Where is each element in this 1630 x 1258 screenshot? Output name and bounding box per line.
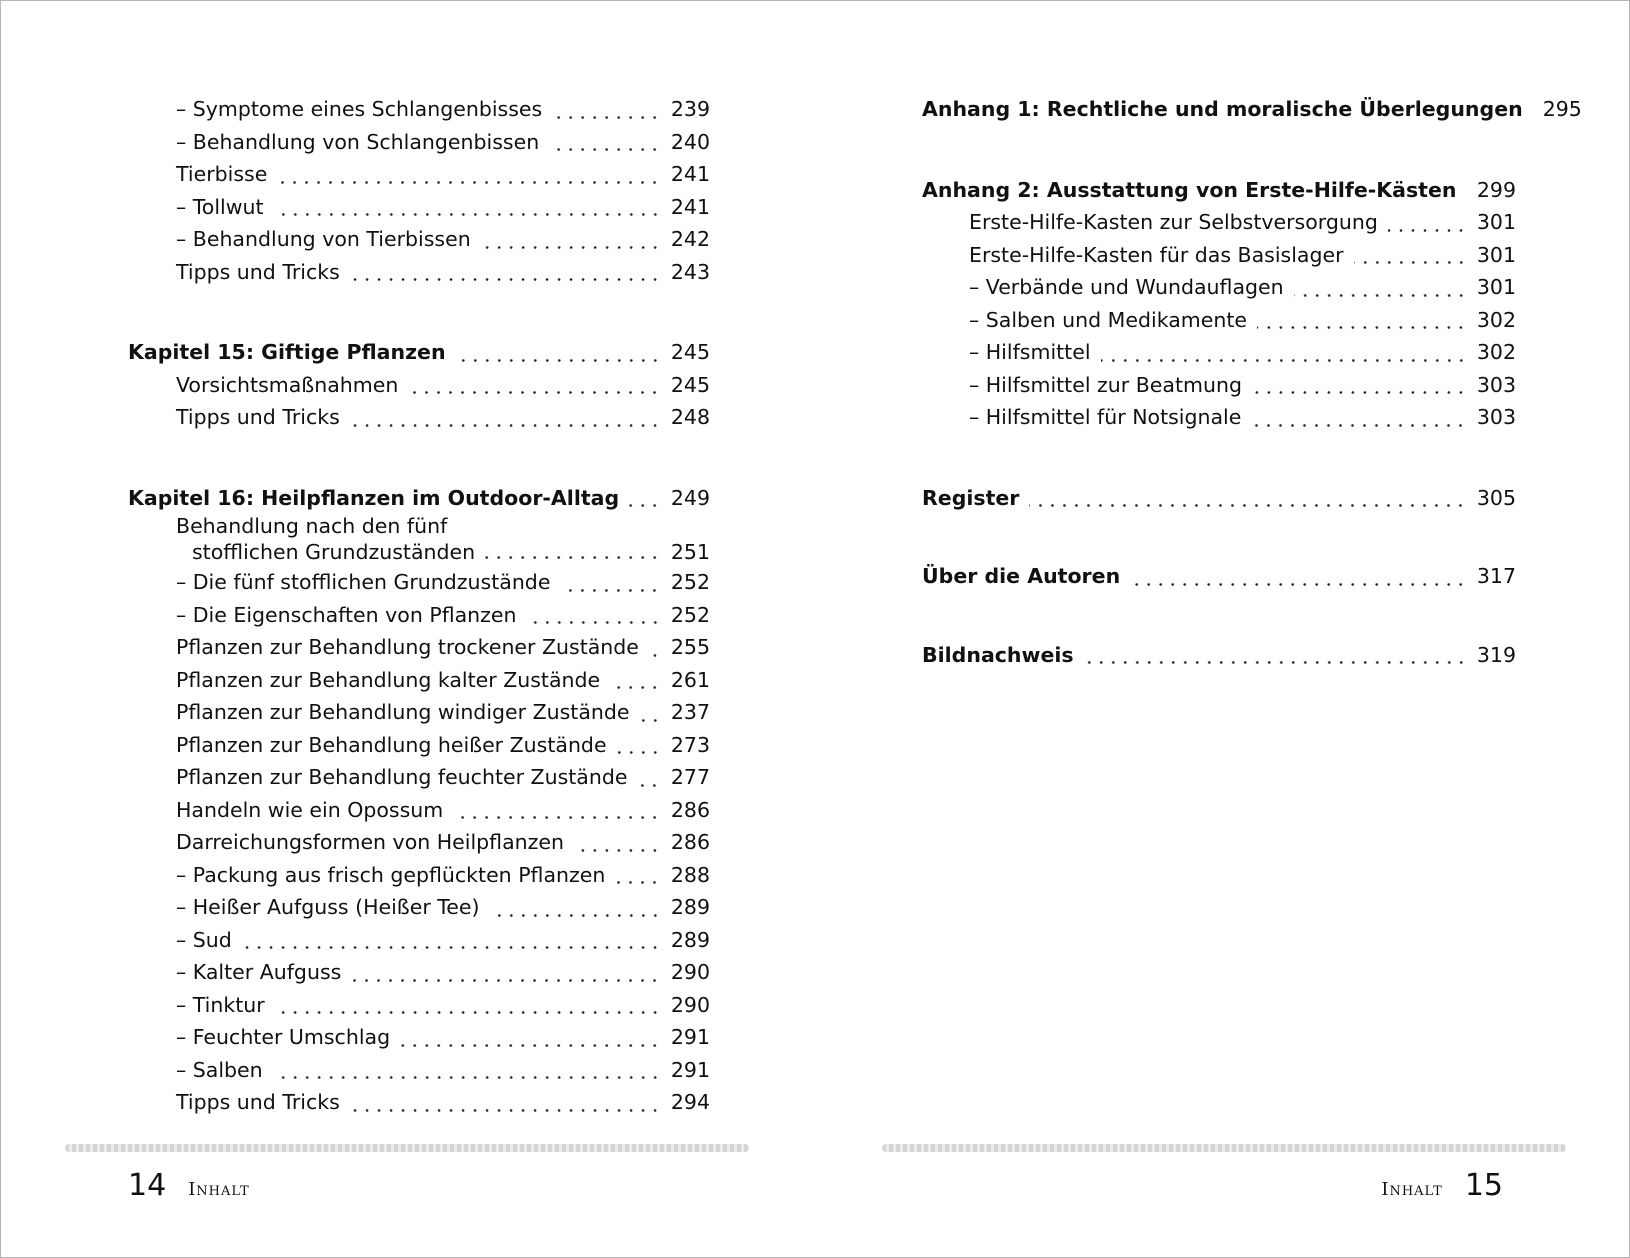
toc-entry bbox=[922, 369, 1516, 402]
toc-entry bbox=[128, 369, 710, 402]
toc-entry-page: 241 bbox=[670, 162, 710, 186]
toc-entry-page: 252 bbox=[670, 570, 710, 594]
toc-entry-page: 286 bbox=[670, 797, 710, 822]
toc-chapter-15 bbox=[128, 336, 710, 369]
toc-entry-title: Pflanzen zur Behandlung trockener Zustände bbox=[176, 635, 639, 659]
page-number: 14 bbox=[128, 1168, 167, 1203]
toc-entry-title: Vorsichtsmaßnahmen bbox=[176, 372, 399, 397]
toc-entry-page: 255 bbox=[670, 635, 710, 659]
toc-register bbox=[922, 482, 1516, 515]
toc-entry-page: 301 bbox=[1476, 242, 1516, 267]
toc-entry-page: 302 bbox=[1476, 340, 1516, 364]
toc-entry bbox=[922, 239, 1516, 272]
toc-entry bbox=[128, 891, 710, 924]
toc-entry bbox=[922, 304, 1516, 337]
right-page bbox=[816, 1, 1630, 1257]
leader-dots bbox=[1252, 391, 1467, 394]
toc-entry bbox=[128, 401, 710, 434]
leader-dots bbox=[277, 181, 661, 184]
toc-appendix-2 bbox=[922, 174, 1516, 207]
toc-entry-title: – Salben bbox=[176, 1057, 263, 1082]
leader-dots bbox=[610, 686, 661, 689]
toc-entry-title: Pflanzen zur Behandlung feuchter Zustände bbox=[176, 765, 628, 789]
section-gap bbox=[922, 126, 1516, 174]
toc-entry-page: 290 bbox=[670, 992, 710, 1017]
toc-entry bbox=[128, 631, 710, 664]
leader-dots bbox=[615, 881, 660, 884]
leader-dots bbox=[617, 751, 661, 754]
toc-entry bbox=[128, 1054, 710, 1087]
leader-dots bbox=[481, 246, 661, 249]
toc-entry-title: – Tinktur bbox=[176, 992, 265, 1017]
leader-dots bbox=[242, 946, 661, 949]
section-title: Bildnachweis bbox=[922, 642, 1074, 667]
leader-dots bbox=[640, 719, 661, 722]
toc-entry bbox=[128, 126, 710, 159]
toc-entry-title-line1: Behandlung nach den fünf bbox=[176, 514, 448, 538]
leader-dots bbox=[527, 621, 661, 624]
toc-entry-page: 243 bbox=[670, 259, 710, 284]
toc-entry bbox=[128, 924, 710, 957]
leader-dots bbox=[629, 504, 661, 507]
leader-dots bbox=[1294, 294, 1467, 297]
toc-entry-title: Pflanzen zur Behandlung kalter Zustände bbox=[176, 667, 601, 692]
leader-dots bbox=[560, 589, 660, 592]
toc-entry bbox=[128, 761, 710, 794]
appendix-page: 295 bbox=[1542, 97, 1582, 121]
toc-entry bbox=[128, 956, 710, 989]
toc-entry-page: 294 bbox=[670, 1090, 710, 1114]
appendix-page: 299 bbox=[1476, 177, 1516, 202]
toc-chapter-16 bbox=[128, 482, 710, 515]
left-page bbox=[1, 1, 816, 1257]
toc-entry-title: – Tollwut bbox=[176, 194, 264, 219]
toc-entry-page: 241 bbox=[670, 194, 710, 219]
toc-entry bbox=[128, 93, 710, 126]
section-gap bbox=[922, 593, 1516, 639]
toc-entry-page: 302 bbox=[1476, 307, 1516, 332]
section-page: 317 bbox=[1476, 564, 1516, 588]
toc-entry-title: Erste-Hilfe-Kasten zur Selbstversorgung bbox=[969, 210, 1378, 234]
toc-entry-title: – Symptome eines Schlangenbisses bbox=[176, 97, 543, 121]
toc-entry-title: Tierbisse bbox=[176, 162, 268, 186]
toc-entry-page: 291 bbox=[670, 1057, 710, 1082]
section-title: Register bbox=[922, 485, 1020, 510]
toc-entry bbox=[922, 271, 1516, 304]
toc-entry-page: 242 bbox=[670, 227, 710, 251]
toc-entry-title: – Hilfsmittel für Notsignale bbox=[969, 405, 1242, 429]
leader-dots bbox=[453, 816, 661, 819]
leader-dots bbox=[273, 1076, 661, 1079]
toc-entry bbox=[128, 729, 710, 762]
leader-dots bbox=[456, 359, 661, 362]
toc-entry-page: 239 bbox=[670, 97, 710, 121]
leader-dots bbox=[574, 849, 661, 852]
toc-entry-page: 301 bbox=[1476, 210, 1516, 234]
leader-dots bbox=[1101, 359, 1467, 362]
toc-entry-page: 303 bbox=[1476, 372, 1516, 397]
toc-entry-page: 303 bbox=[1476, 405, 1516, 429]
toc-entry bbox=[128, 696, 710, 729]
toc-entry bbox=[128, 826, 710, 859]
section-gap bbox=[128, 434, 710, 482]
toc-entry bbox=[128, 599, 710, 632]
table-of-contents-left bbox=[128, 93, 710, 1119]
toc-entry-page: 288 bbox=[670, 862, 710, 887]
leader-dots bbox=[490, 914, 661, 917]
toc-entry bbox=[922, 206, 1516, 239]
toc-entry-page: 289 bbox=[670, 895, 710, 919]
page-footer bbox=[1381, 1168, 1503, 1203]
toc-entry-page: 286 bbox=[670, 830, 710, 854]
leader-dots bbox=[637, 784, 660, 787]
leader-dots bbox=[1388, 229, 1467, 232]
toc-entry-page: 289 bbox=[670, 927, 710, 952]
toc-entry-title: Tipps und Tricks bbox=[176, 259, 340, 284]
toc-entry bbox=[128, 664, 710, 697]
toc-entry-page: 291 bbox=[670, 1025, 710, 1049]
page-number: 15 bbox=[1464, 1168, 1503, 1203]
toc-entry bbox=[128, 191, 710, 224]
toc-entry bbox=[128, 1021, 710, 1054]
toc-entry bbox=[922, 336, 1516, 369]
footer-rule bbox=[882, 1144, 1566, 1152]
leader-dots bbox=[1354, 261, 1467, 264]
toc-entry-page: 248 bbox=[670, 405, 710, 429]
leader-dots bbox=[1130, 583, 1467, 586]
toc-entry-page: 290 bbox=[670, 960, 710, 984]
toc-entry-page: 273 bbox=[670, 732, 710, 757]
leader-dots bbox=[1029, 504, 1466, 507]
toc-entry-title: – Sud bbox=[176, 927, 232, 952]
toc-entry bbox=[128, 256, 710, 289]
toc-entry-page: 261 bbox=[670, 667, 710, 692]
section-page: 319 bbox=[1476, 642, 1516, 667]
toc-entry-title: – Behandlung von Tierbissen bbox=[176, 227, 471, 251]
toc-entry bbox=[922, 401, 1516, 434]
toc-entry-title: – Salben und Medikamente bbox=[969, 307, 1247, 332]
leader-dots bbox=[274, 213, 661, 216]
chapter-title: Kapitel 16: Heilpflanzen im Outdoor-Alltag bbox=[128, 485, 620, 510]
toc-about-authors bbox=[922, 560, 1516, 593]
toc-entry-page: 237 bbox=[670, 700, 710, 724]
leader-dots bbox=[350, 1109, 661, 1112]
page-footer bbox=[128, 1168, 250, 1203]
section-gap bbox=[922, 434, 1516, 482]
toc-entry-title: Darreichungsformen von Heilpflanzen bbox=[176, 830, 565, 854]
toc-entry-title: Tipps und Tricks bbox=[176, 405, 340, 429]
toc-entry-title: – Behandlung von Schlangenbissen bbox=[176, 129, 540, 154]
appendix-title: Anhang 2: Ausstattung von Erste-Hilfe-Kästen bbox=[922, 177, 1457, 202]
toc-appendix-1 bbox=[922, 93, 1582, 126]
toc-image-credits bbox=[922, 639, 1516, 672]
toc-entry-title: – Die fünf stofflichen Grundzustände bbox=[176, 570, 551, 594]
toc-entry-title: – Verbände und Wundauflagen bbox=[969, 275, 1284, 299]
toc-entry bbox=[128, 794, 710, 827]
toc-entry-page: 252 bbox=[670, 602, 710, 627]
toc-entry-title: Pflanzen zur Behandlung heißer Zustände bbox=[176, 732, 607, 757]
toc-entry-page: 245 bbox=[670, 372, 710, 397]
toc-entry-title: – Heißer Aufguss (Heißer Tee) bbox=[176, 895, 480, 919]
leader-dots bbox=[275, 1011, 661, 1014]
toc-entry-title: – Packung aus frisch gepflückten Pflanzen bbox=[176, 862, 606, 887]
section-gap bbox=[128, 288, 710, 336]
chapter-page: 245 bbox=[670, 340, 710, 364]
toc-entry-line2 bbox=[176, 538, 710, 566]
leader-dots bbox=[1257, 326, 1467, 329]
leader-dots bbox=[552, 116, 661, 119]
leader-dots bbox=[1251, 424, 1467, 427]
chapter-page: 249 bbox=[670, 485, 710, 510]
leader-dots bbox=[400, 1044, 661, 1047]
toc-entry-title: – Die Eigenschaften von Pflanzen bbox=[176, 602, 517, 627]
table-of-contents-right bbox=[922, 93, 1582, 671]
toc-entry-title-line2: stofflichen Grundzuständen bbox=[192, 540, 476, 564]
toc-entry bbox=[128, 859, 710, 892]
toc-entry bbox=[128, 566, 710, 599]
toc-entry-title: – Hilfsmittel bbox=[969, 340, 1091, 364]
toc-entry-title: Handeln wie ein Opossum bbox=[176, 797, 444, 822]
leader-dots bbox=[350, 424, 661, 427]
toc-entry bbox=[128, 158, 710, 191]
toc-entry-title: Erste-Hilfe-Kasten für das Basislager bbox=[969, 242, 1344, 267]
toc-entry-title: Tipps und Tricks bbox=[176, 1090, 340, 1114]
leader-dots bbox=[350, 278, 661, 281]
toc-entry-page: 277 bbox=[670, 765, 710, 789]
leader-dots bbox=[649, 654, 661, 657]
footer-rule bbox=[65, 1144, 749, 1152]
toc-entry-page: 240 bbox=[670, 129, 710, 154]
toc-entry bbox=[128, 989, 710, 1022]
leader-dots bbox=[485, 556, 661, 559]
toc-entry-title: – Kalter Aufguss bbox=[176, 960, 342, 984]
toc-entry-page: 251 bbox=[670, 540, 710, 564]
section-gap bbox=[922, 514, 1516, 560]
leader-dots bbox=[408, 391, 661, 394]
appendix-title: Anhang 1: Rechtliche und moralische Überlegungen bbox=[922, 97, 1523, 121]
leader-dots bbox=[1084, 661, 1467, 664]
chapter-title: Kapitel 15: Giftige Pflanzen bbox=[128, 340, 446, 364]
toc-entry bbox=[128, 1086, 710, 1119]
toc-entry bbox=[128, 223, 710, 256]
leader-dots bbox=[351, 979, 661, 982]
toc-entry-title: – Feuchter Umschlag bbox=[176, 1025, 391, 1049]
running-footer-label: Inhalt bbox=[188, 1179, 250, 1200]
section-title: Über die Autoren bbox=[922, 564, 1121, 588]
toc-entry-page: 301 bbox=[1476, 275, 1516, 299]
toc-entry-two-line bbox=[128, 514, 710, 566]
leader-dots bbox=[549, 148, 661, 151]
section-page: 305 bbox=[1476, 485, 1516, 510]
running-footer-label: Inhalt bbox=[1381, 1179, 1443, 1200]
toc-entry-title: – Hilfsmittel zur Beatmung bbox=[969, 372, 1242, 397]
toc-entry-title: Pflanzen zur Behandlung windiger Zustände bbox=[176, 700, 630, 724]
